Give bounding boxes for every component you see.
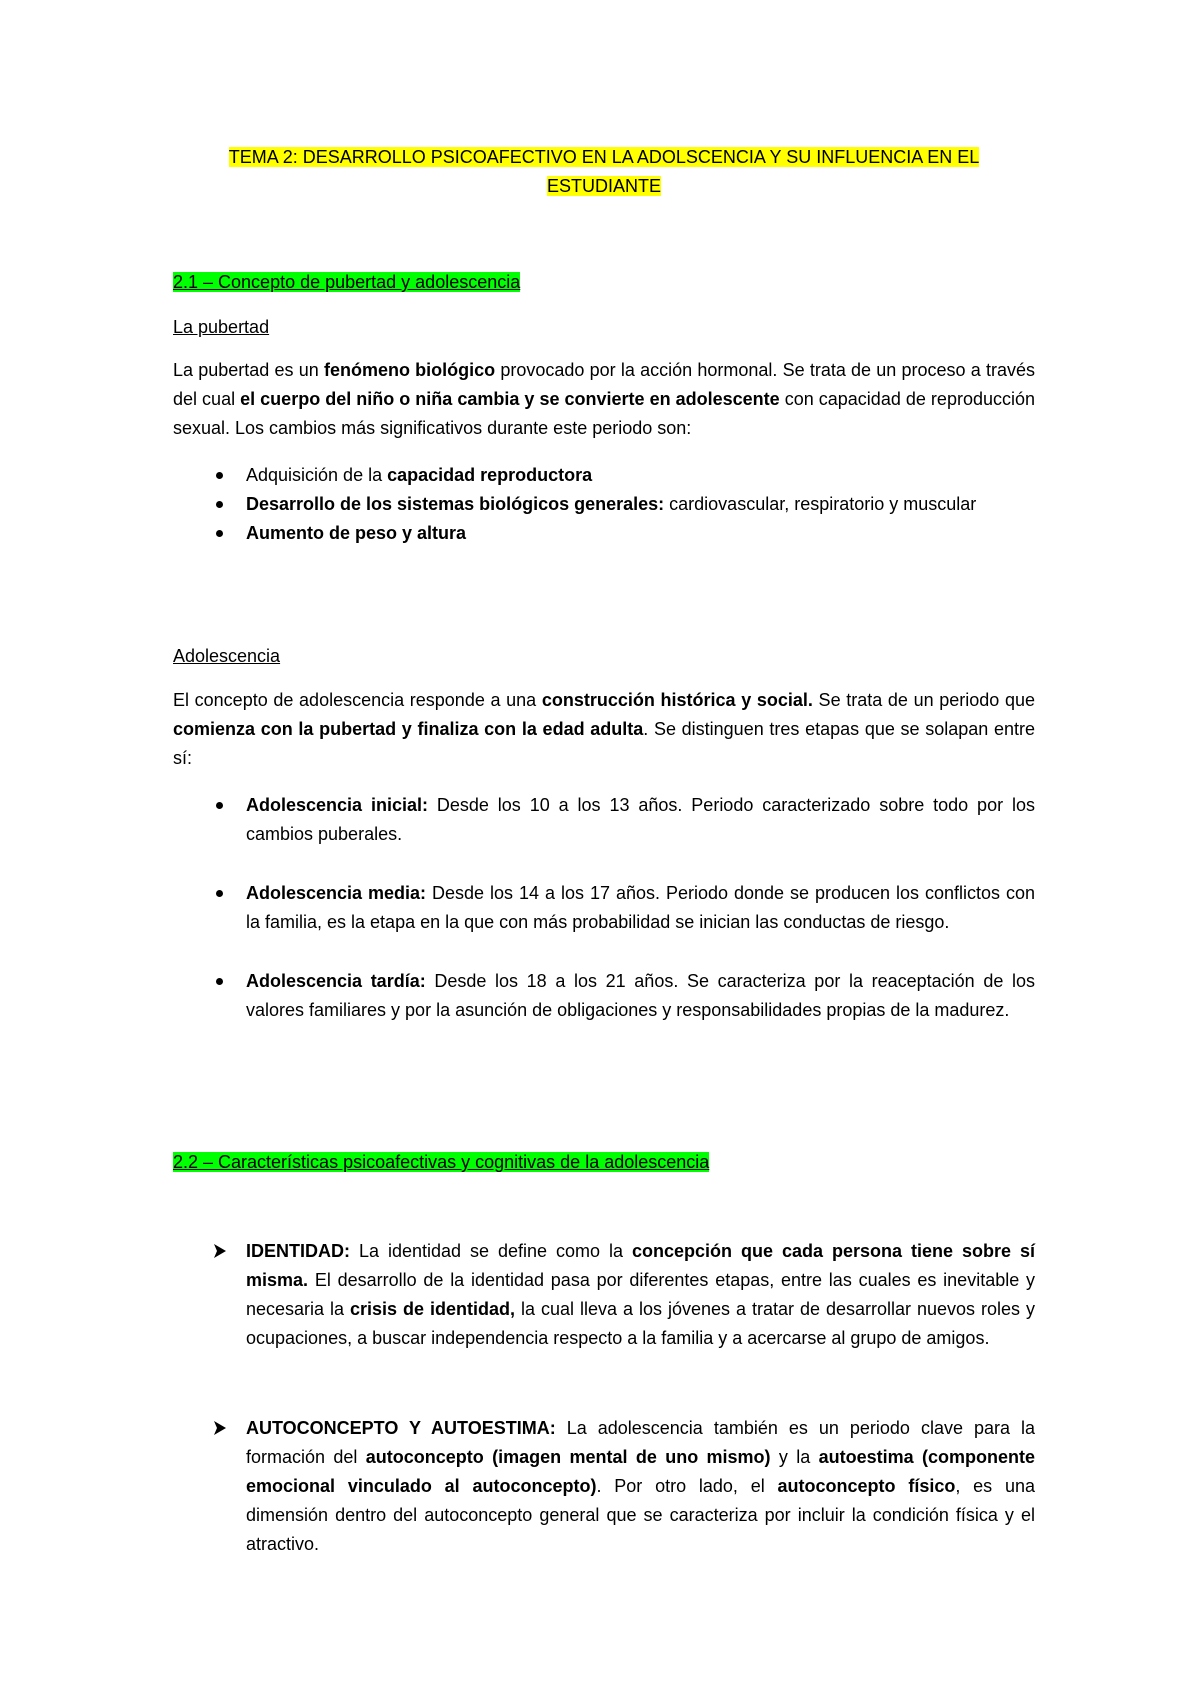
- bullet-icon: [216, 530, 223, 537]
- subheading-adolescencia: Adolescencia: [173, 646, 281, 666]
- list-item: Desarrollo de los sistemas biológicos generales: cardiovascular, respiratorio y muscular: [173, 490, 1035, 519]
- bullet-icon: [216, 472, 223, 479]
- section-heading-2-2: [173, 1150, 709, 1174]
- section-heading-2-2-text: 2.2 – Características psicoafectivas y cognitivas de la adolescencia: [173, 1152, 710, 1172]
- list-item: Adolescencia inicial: Desde los 10 a los 13 años. Periodo caracterizado sobre todo por los cambios puberales.: [173, 791, 1035, 849]
- bullet-icon: [216, 978, 223, 985]
- document-title: [173, 143, 1035, 201]
- list-item-identidad: IDENTIDAD: La identidad se define como la concepción que cada persona tiene sobre sí misma. El desarrollo de la identidad pasa por diferentes etapas, entre las cuales es inevitable y necesaria la crisis de identidad, la cual lleva a los jóvenes a tratar de desarrollar nuevos roles y ocupaciones, a buscar independencia respecto a la familia y a acercarse al grupo de amigos.: [173, 1237, 1035, 1353]
- list-item-autoconcepto: AUTOCONCEPTO Y AUTOESTIMA: La adolescencia también es un periodo clave para la formación del autoconcepto (imagen mental de uno mismo) y la autoestima (componente emocional vinculado al autoconcepto). Por otro lado, el autoconcepto físico, es una dimensión dentro del autoconcepto general que se caracteriza por incluir la condición física y el atractivo.: [173, 1414, 1035, 1559]
- paragraph-pubertad: La pubertad es un fenómeno biológico provocado por la acción hormonal. Se trata de un proceso a través del cual el cuerpo del niño o niña cambia y se convierte en adolescente con capacidad de reproducción sexual. Los cambios más significativos durante este periodo son:: [173, 360, 1035, 438]
- section-heading-2-1: [173, 270, 520, 294]
- title-line-2: ESTUDIANTE: [546, 176, 661, 196]
- title-line-1: TEMA 2: DESARROLLO PSICOAFECTIVO EN LA ADOLSCENCIA Y SU INFLUENCIA EN EL: [228, 147, 980, 167]
- list-item: Adquisición de la capacidad reproductora: [173, 461, 1035, 490]
- list-item: Aumento de peso y altura: [173, 519, 1035, 548]
- paragraph-adolescencia: El concepto de adolescencia responde a una construcción histórica y social. Se trata de un periodo que comienza con la pubertad y finaliza con la edad adulta. Se distinguen tres etapas que se solapan entre sí:: [173, 690, 1035, 768]
- etapas-bullet-list: [173, 791, 1035, 1025]
- arrowhead-bullet-icon: [213, 1420, 227, 1436]
- bullet-icon: [216, 802, 223, 809]
- list-item: Adolescencia media: Desde los 14 a los 17 años. Periodo donde se producen los conflictos con la familia, es la etapa en la que con más probabilidad se inician las conductas de riesgo.: [173, 879, 1035, 937]
- bullet-icon: [216, 501, 223, 508]
- pubertad-bullet-list: [173, 461, 1035, 548]
- subheading-pubertad: La pubertad: [173, 317, 270, 337]
- list-item: Adolescencia tardía: Desde los 18 a los 21 años. Se caracteriza por la reaceptación de los valores familiares y por la asunción de obligaciones y responsabilidades propias de la madurez.: [173, 967, 1035, 1025]
- section-heading-2-1-text: 2.1 – Concepto de pubertad y adolescencia: [173, 272, 521, 292]
- arrowhead-bullet-icon: [213, 1243, 227, 1259]
- bullet-icon: [216, 890, 223, 897]
